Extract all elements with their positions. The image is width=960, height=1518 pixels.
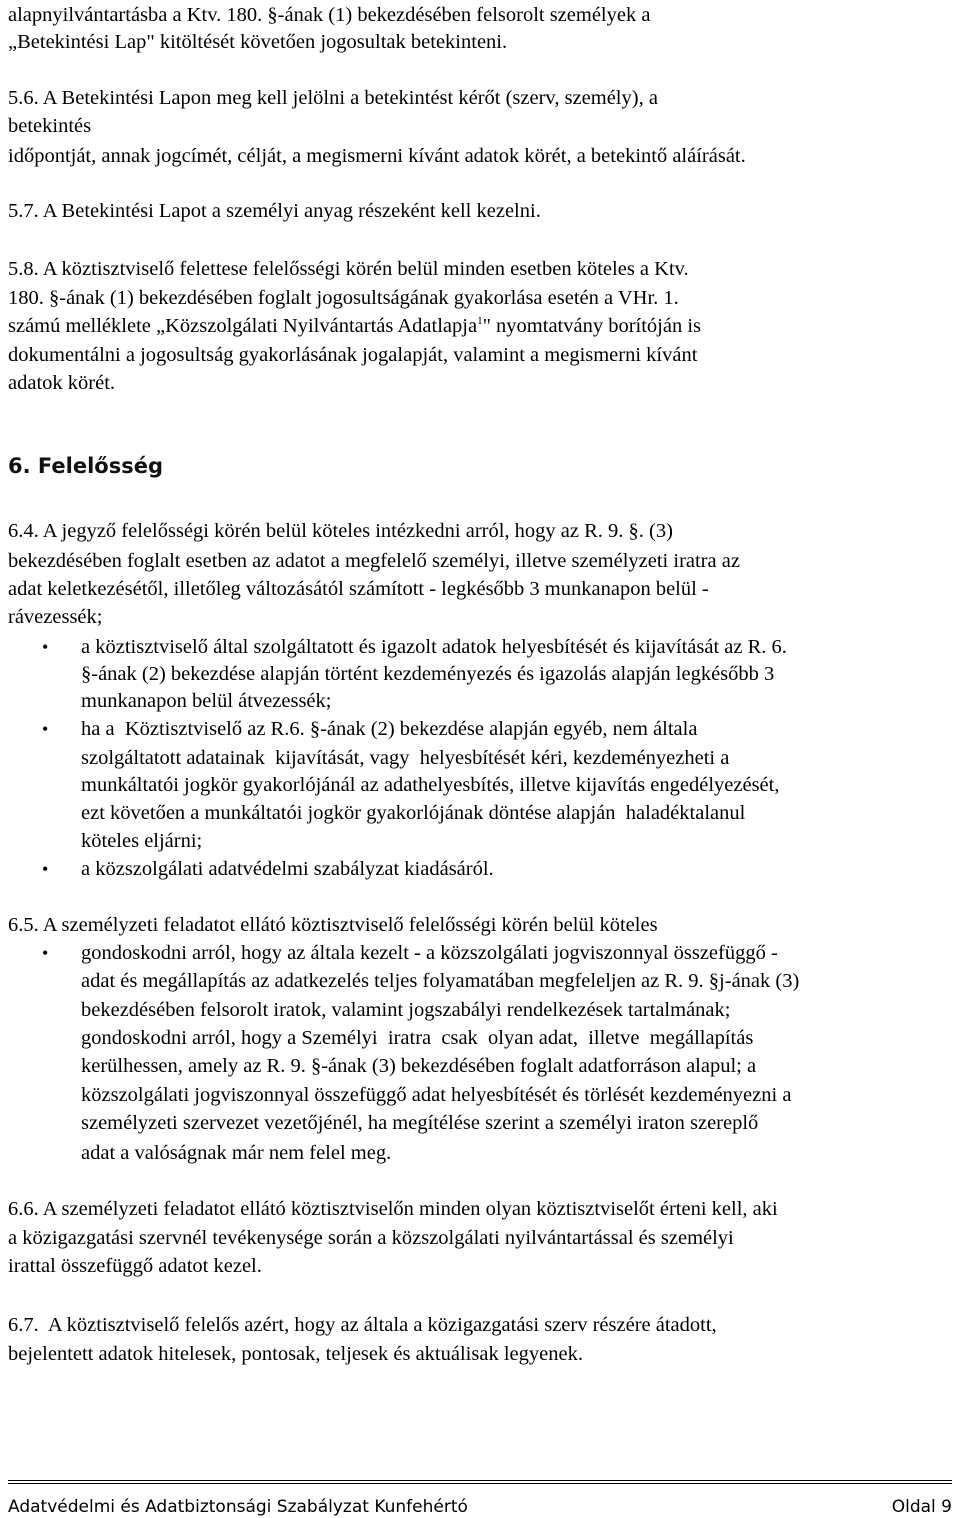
bullet-icon: • — [42, 943, 49, 963]
paragraph-line: bejelentett adatok hitelesek, pontosak, teljesek és aktuálisak legyenek. — [8, 1343, 583, 1365]
list-item-line: §-ának (2) bekezdése alapján történt kezdeményezés és igazolás alapján legkésőbb 3 — [81, 663, 775, 685]
list-item-line: kerülhessen, amely az R. 9. §-ának (3) bekezdésében foglalt adatforráson alapul; a — [81, 1055, 757, 1077]
list-item-line: adat és megállapítás az adatkezelés teljes folyamatában megfeleljen az R. 9. §j-ának (3) — [81, 970, 800, 992]
footer-divider — [8, 1483, 952, 1484]
paragraph-line: rávezessék; — [8, 606, 103, 628]
list-item-line: gondoskodni arról, hogy a Személyi iratra csak olyan adat, illetve megállapítás — [81, 1027, 754, 1049]
list-item-line: ha a Köztisztviselő az R.6. §-ának (2) bekezdése alapján egyéb, nem általa — [81, 718, 698, 740]
paragraph-line: 6.5. A személyzeti feladatot ellátó köztisztviselő felelősségi körén belül köteles — [8, 914, 658, 936]
list-item-line: a közszolgálati adatvédelmi szabályzat kiadásáról. — [81, 858, 494, 880]
paragraph-line: irattal összefüggő adatot kezel. — [8, 1255, 262, 1277]
paragraph-line: adat keletkezésétől, illetőleg változásától számított - legkésőbb 3 munkanapon belül - — [8, 578, 709, 600]
list-item-line: munkanapon belül átvezessék; — [81, 690, 332, 712]
paragraph-line: bekezdésében foglalt esetben az adatot a megfelelő személyi, illetve személyzeti iratra az — [8, 550, 740, 572]
list-item-line: adat a valóságnak már nem felel meg. — [81, 1142, 392, 1164]
paragraph-line: alapnyilvántartásba a Ktv. 180. §-ának (1) bekezdésében felsorolt személyek a — [8, 4, 651, 26]
list-item-line: ezt követően a munkáltatói jogkör gyakorlójának döntése alapján haladéktalanul — [81, 802, 746, 824]
bullet-icon: • — [42, 859, 49, 879]
line-text: " nyomtatvány borítóján is — [482, 315, 702, 337]
paragraph-line: dokumentálni a jogosultság gyakorlásának jogalapját, valamint a megismerni kívánt — [8, 344, 698, 366]
paragraph-line: 180. §-ának (1) bekezdésében foglalt jogosultságának gyakorlása esetén a VHr. 1. — [8, 287, 679, 309]
paragraph-line: „Betekintési Lap" kitöltését követően jogosultak betekinteni. — [8, 31, 508, 53]
footnote-ref: 1 — [477, 315, 483, 327]
list-item-line: szolgáltatott adatainak kijavítását, vagy helyesbítését kéri, kezdeményezheti a — [81, 747, 730, 769]
paragraph-line: 5.6. A Betekintési Lapon meg kell jelölni a betekintést kérőt (szerv, személy), a — [8, 87, 658, 109]
footer-divider — [8, 1480, 952, 1481]
paragraph-line: 6.4. A jegyző felelősségi körén belül köteles intézkedni arról, hogy az R. 9. §. (3) — [8, 520, 673, 542]
list-item-line: személyzeti szervezet vezetőjénél, ha megítélése szerint a személyi iraton szereplő — [81, 1112, 759, 1134]
paragraph-line: 6.7. A köztisztviselő felelős azért, hogy az általa a közigazgatási szerv részére átadott, — [8, 1314, 717, 1336]
list-item-line: munkáltatói jogkör gyakorlójánál az adathelyesbítés, illetve kijavítás engedélyezését, — [81, 774, 780, 796]
paragraph-line: időpontját, annak jogcímét, célját, a megismerni kívánt adatok körét, a betekintő aláírását. — [8, 145, 746, 167]
list-item-line: közszolgálati jogviszonnyal összefüggő adat helyesbítését és törlését kezdeményezni a — [81, 1084, 792, 1106]
bullet-icon: • — [42, 637, 49, 657]
paragraph-line: 6.6. A személyzeti feladatot ellátó köztisztviselőn minden olyan köztisztviselőt érteni kell, aki — [8, 1198, 778, 1220]
bullet-icon: • — [42, 719, 49, 739]
footer-title: Adatvédelmi és Adatbiztonsági Szabályzat Kunfehértó — [8, 1497, 468, 1517]
paragraph-line: adatok körét. — [8, 372, 116, 394]
section-heading: 6. Felelősség — [8, 454, 163, 478]
paragraph-line — [8, 313, 701, 339]
list-item-line: bekezdésében felsorolt iratok, valamint jogszabályi rendelkezések tartalmának; — [81, 999, 731, 1021]
list-item-line: gondoskodni arról, hogy az általa kezelt - a közszolgálati jogviszonnyal összefüggő - — [81, 942, 778, 964]
line-text: számú melléklete „Közszolgálati Nyilvántartás Adatlapja — [8, 315, 478, 337]
paragraph-line: 5.8. A köztisztviselő felettese felelősségi körén belül minden esetben köteles a Ktv. — [8, 258, 689, 280]
list-item-line: a köztisztviselő által szolgáltatott és igazolt adatok helyesbítését és kijavítását az R. 6. — [81, 636, 787, 658]
paragraph-line: 5.7. A Betekintési Lapot a személyi anyag részeként kell kezelni. — [8, 200, 541, 222]
paragraph-line: a közigazgatási szervnél tevékenysége során a közszolgálati nyilvántartással és személyi — [8, 1227, 734, 1249]
list-item-line: köteles eljárni; — [81, 830, 203, 852]
paragraph-line: betekintés — [8, 115, 92, 137]
page-number: Oldal 9 — [891, 1497, 952, 1517]
